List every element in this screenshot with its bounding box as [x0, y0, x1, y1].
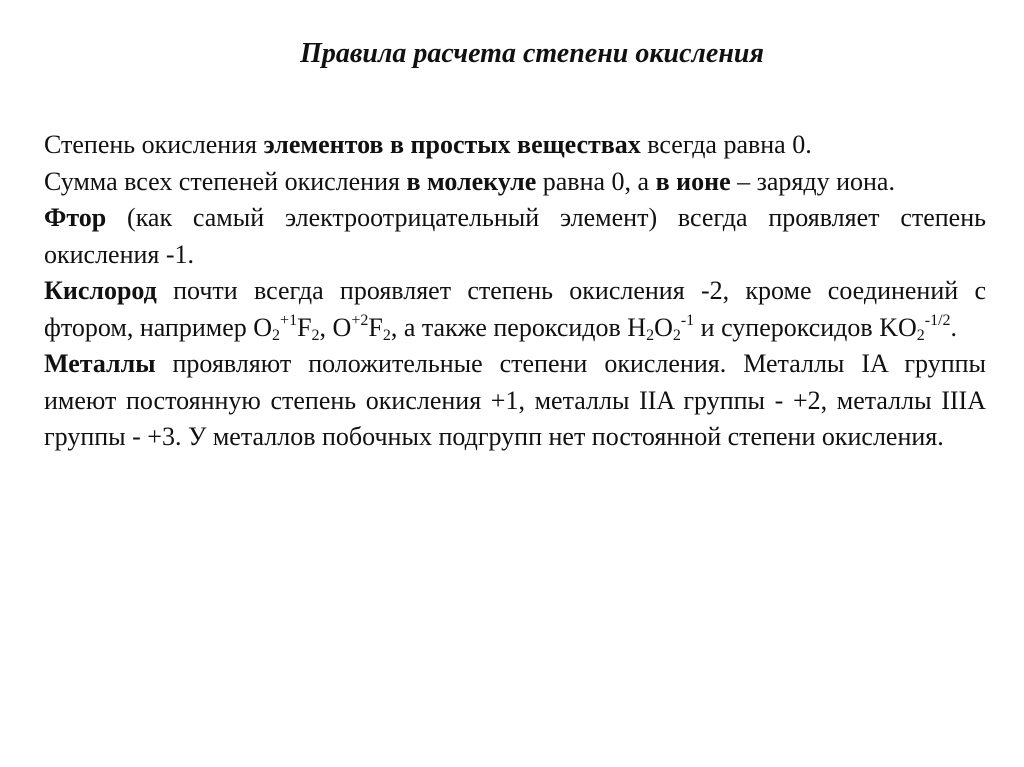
rule-simple-substances-text-c: всегда равна 0. — [640, 130, 812, 159]
slide-body — [44, 127, 986, 456]
formula-of2-sup1: +2 — [351, 311, 369, 329]
rule-sum-text-e: – заряду иона. — [730, 166, 895, 196]
rule-metals-bold: Металлы — [44, 349, 156, 378]
rule-simple-substances — [44, 127, 986, 164]
formula-o2f2-el2: F — [297, 312, 312, 342]
formula-ko2 — [879, 313, 950, 342]
rule-sum-bold-molecule: в молекуле — [406, 166, 537, 196]
formula-separator: , — [319, 312, 333, 342]
rule-simple-substances-bold: элементов в простых веществах — [263, 130, 641, 159]
formula-o2f2-sub1: 2 — [272, 326, 281, 344]
rule-oxygen-bold: Кислород — [44, 276, 157, 305]
rule-fluorine-bold: Фтор — [44, 203, 107, 232]
rule-sum-text-a: Сумма всех степеней окисления — [44, 166, 407, 196]
formula-o2f2-el1: O — [253, 312, 273, 342]
formula-h2o2-sup2: -1 — [680, 311, 695, 329]
rule-metals-text: проявляют положительные степени окисления. Металлы IA группы имеют постоянную степень окисления +1, металлы IIA группы - +2, металлы IIIA группы - +3. У металлов побочных подгрупп нет постоянной степени окисления. — [44, 349, 986, 451]
rule-oxygen-text2: , а также пероксидов — [390, 312, 628, 342]
formula-of2-sub2: 2 — [382, 326, 391, 344]
rule-metals — [44, 346, 986, 456]
formula-o2f2-sup1: +1 — [280, 311, 298, 329]
formula-h2o2-el1: H — [627, 312, 647, 342]
rule-oxygen-text: почти всегда проявляет степень окисления -2, кроме соединений с фтором, например — [44, 276, 986, 342]
formula-o2f2-sub2: 2 — [311, 326, 320, 344]
rule-oxygen — [44, 273, 986, 346]
rule-sum-bold-ion: в ионе — [655, 166, 731, 196]
rule-fluorine — [44, 200, 986, 273]
rule-oxygen-text3: и супероксидов — [694, 312, 880, 342]
rule-oxygen-end: . — [950, 312, 958, 342]
formula-of2-el2: F — [368, 312, 383, 342]
slide-title: Правила расчета степени окисления — [300, 38, 764, 69]
formula-h2o2-el2: O — [654, 312, 673, 342]
formula-o2f2 — [253, 313, 319, 342]
rule-fluorine-text: (как самый электроотрицательный элемент) всегда проявляет степень окисления -1. — [44, 203, 986, 269]
formula-h2o2-sub1: 2 — [646, 326, 655, 344]
rule-sum-text-c: равна 0, а — [536, 166, 656, 196]
formula-of2-el1: O — [332, 312, 352, 342]
rule-sum — [44, 164, 986, 201]
rule-simple-substances-text-a: Степень окисления — [44, 130, 264, 159]
formula-ko2-sub1: 2 — [916, 326, 925, 344]
formula-h2o2-sub2: 2 — [672, 326, 681, 344]
formula-h2o2 — [627, 313, 694, 342]
formula-ko2-el1: KO — [879, 312, 917, 342]
formula-ko2-sup1: -1/2 — [924, 311, 951, 329]
formula-of2 — [333, 313, 391, 342]
